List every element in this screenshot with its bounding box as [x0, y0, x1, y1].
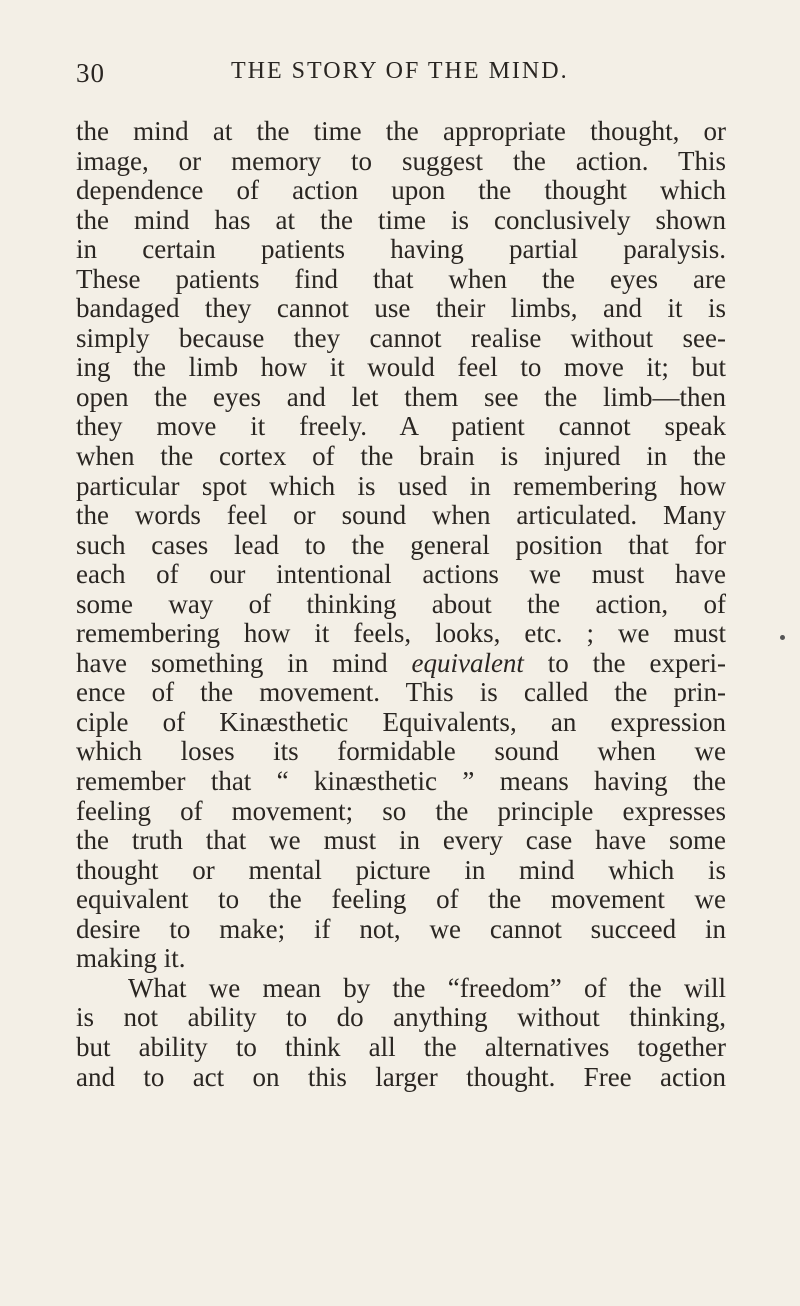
text-line: is not ability to do anything without thinking, — [76, 1002, 726, 1033]
text-line: they move it freely. A patient cannot speak — [76, 411, 726, 442]
text-line: particular spot which is used in remembering how — [76, 470, 726, 501]
text-line: thought or mental picture in mind which is — [76, 854, 726, 885]
text-line: desire to make; if not, we cannot succeed in — [76, 913, 726, 944]
page-number: 30 — [76, 58, 105, 88]
text-segment: to the experi- — [523, 647, 726, 678]
text-line: making it. — [76, 943, 186, 974]
text-line: remembering how it feels, looks, etc. ; we must — [76, 618, 726, 649]
text-line: These patients find that when the eyes are — [76, 263, 726, 294]
text-line: the mind has at the time is conclusively shown — [76, 204, 726, 235]
text-line: the truth that we must in every case have some — [76, 825, 726, 856]
text-line: when the cortex of the brain is injured in the — [76, 441, 726, 472]
text-line-with-emphasis — [76, 649, 726, 679]
emphasized-word: equivalent — [411, 647, 524, 678]
text-line: but ability to think all the alternatives together — [76, 1031, 726, 1062]
margin-mark — [780, 635, 785, 640]
text-line: image, or memory to suggest the action. This — [76, 145, 726, 176]
body-text — [76, 117, 726, 1092]
text-line: simply because they cannot realise without see- — [76, 322, 726, 353]
text-segment: have something in mind — [76, 647, 412, 678]
text-line: the mind at the time the appropriate thought, or — [76, 116, 726, 146]
text-line: each of our intentional actions we must have — [76, 559, 726, 590]
text-line: the words feel or sound when articulated. Many — [76, 500, 726, 531]
text-line: ing the limb how it would feel to move it; but — [76, 352, 726, 383]
text-line: dependence of action upon the thought which — [76, 175, 726, 206]
text-line: some way of thinking about the action, of — [76, 588, 726, 619]
text-line: ence of the movement. This is called the prin- — [76, 677, 726, 708]
text-line: remember that “ kinæsthetic ” means having the — [76, 766, 726, 797]
text-line: and to act on this larger thought. Free action — [76, 1061, 726, 1092]
text-line: which loses its formidable sound when we — [76, 736, 726, 767]
text-line: bandaged they cannot use their limbs, and it is — [76, 293, 726, 324]
text-line: feeling of movement; so the principle expresses — [76, 795, 726, 826]
text-line: in certain patients having partial paralysis. — [76, 234, 726, 265]
text-line: What we mean by the “freedom” of the will — [128, 972, 726, 1003]
text-line: open the eyes and let them see the limb—then — [76, 381, 726, 412]
text-line: such cases lead to the general position that for — [76, 529, 726, 560]
text-line: equivalent to the feeling of the movement we — [76, 884, 726, 915]
running-title: THE STORY OF THE MIND. — [231, 58, 569, 84]
text-line: ciple of Kinæsthetic Equivalents, an expression — [76, 706, 726, 737]
running-head — [76, 58, 726, 98]
